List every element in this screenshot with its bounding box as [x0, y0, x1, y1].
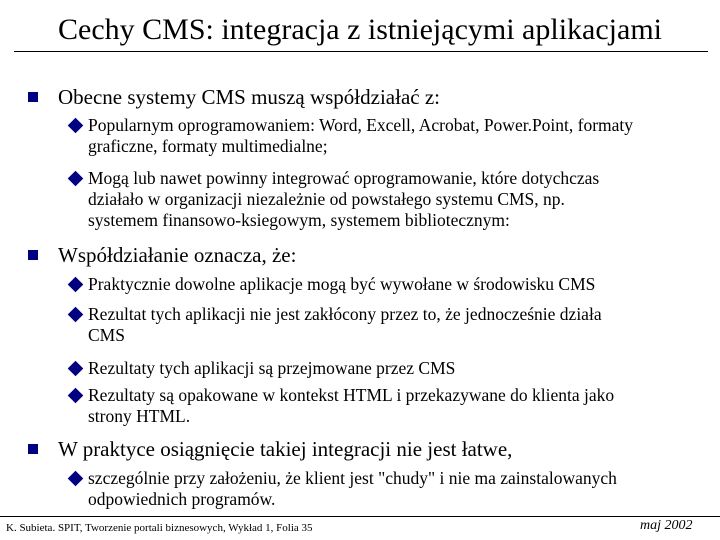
title-divider	[14, 51, 708, 52]
bullet-level2-line: Popularnym oprogramowaniem: Word, Excell, Acrobat, Power.Point, formaty	[88, 115, 634, 135]
bullet-level2-line: graficzne, formaty multimedialne;	[88, 136, 328, 156]
bullet-level2-line: Rezultaty są opakowane w kontekst HTML i przekazywane do klienta jako	[88, 385, 615, 405]
diamond-bullet-icon	[68, 307, 84, 323]
diamond-bullet-icon	[68, 277, 84, 293]
diamond-bullet-icon	[68, 388, 84, 404]
bullet-level1: Obecne systemy CMS muszą współdziałać z:	[58, 85, 440, 109]
bullet-level2-line: Mogą lub nawet powinny integrować oprogramowanie, które dotychczas	[88, 168, 600, 188]
bullet-level2-line: odpowiednich programów.	[88, 489, 276, 509]
footer-divider	[0, 516, 720, 517]
bullet-level2-line: systemem finansowo-ksiegowym, systemem bibliotecznym:	[88, 210, 510, 230]
bullet-level2-line: Rezultat tych aplikacji nie jest zakłócony przez to, że jednocześnie działa	[88, 304, 602, 324]
square-bullet-icon	[28, 444, 38, 454]
bullet-level2-line: Praktycznie dowolne aplikacje mogą być wywołane w środowisku CMS	[88, 274, 596, 294]
bullet-level2-line: Rezultaty tych aplikacji są przejmowane przez CMS	[88, 358, 456, 378]
diamond-bullet-icon	[68, 171, 84, 187]
diamond-bullet-icon	[68, 118, 84, 134]
bullet-level1: Współdziałanie oznacza, że:	[58, 243, 297, 267]
bullet-level2-line: strony HTML.	[88, 406, 191, 426]
footer-citation: K. Subieta. SPIT, Tworzenie portali biznesowych, Wykład 1, Folia 35	[6, 522, 313, 534]
square-bullet-icon	[28, 250, 38, 260]
diamond-bullet-icon	[68, 471, 84, 487]
bullet-level2-line: działało w organizacji niezależnie od powstałego systemu CMS, np.	[88, 189, 565, 209]
footer-date: maj 2002	[640, 518, 693, 533]
square-bullet-icon	[28, 92, 38, 102]
bullet-level2-line: CMS	[88, 325, 125, 345]
bullet-level2-line: szczególnie przy założeniu, że klient jest "chudy" i nie ma zainstalowanych	[88, 468, 617, 488]
diamond-bullet-icon	[68, 361, 84, 377]
slide-title: Cechy CMS: integracja z istniejącymi aplikacjami	[58, 13, 662, 46]
bullet-level1: W praktyce osiągnięcie takiej integracji nie jest łatwe,	[58, 437, 513, 461]
